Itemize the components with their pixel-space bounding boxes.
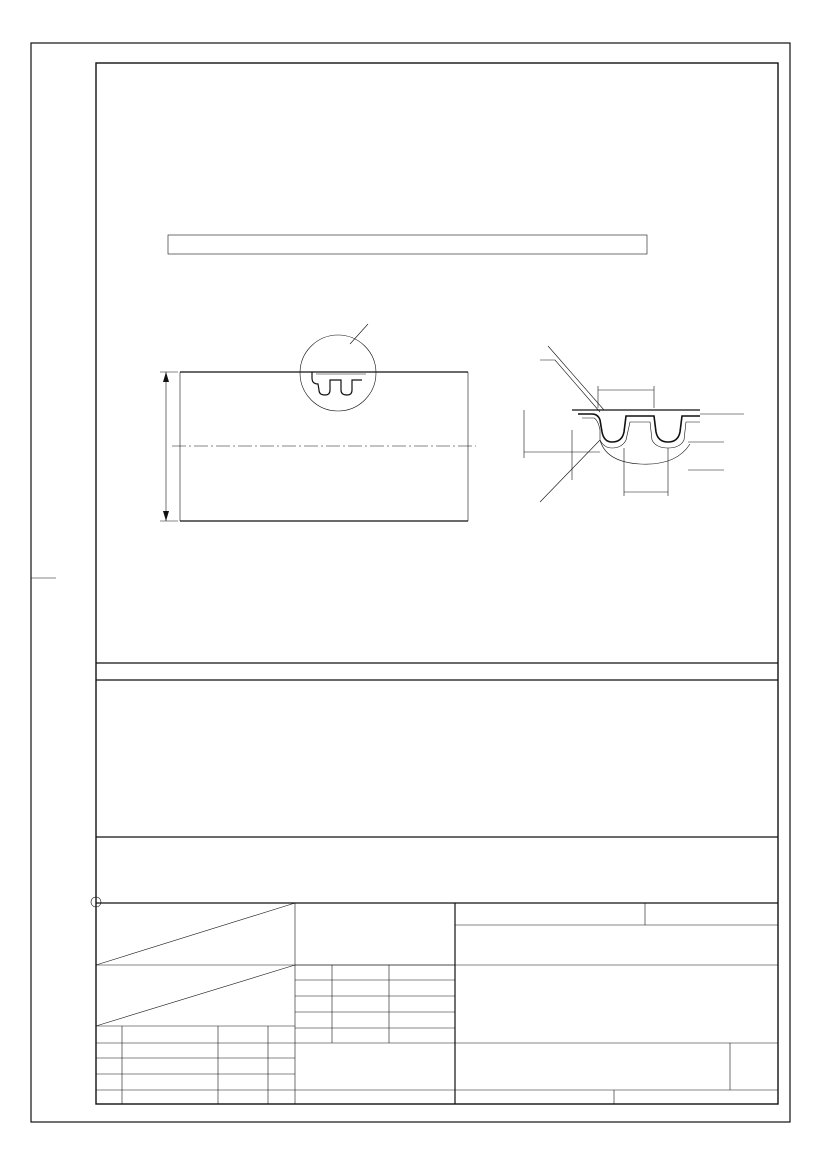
pipe-view xyxy=(160,324,476,521)
detail-view xyxy=(524,346,744,502)
inkjet-notes xyxy=(168,235,647,254)
print-text-box xyxy=(168,235,647,254)
dimension-table xyxy=(96,663,778,837)
inner-border xyxy=(96,63,778,1104)
title-block xyxy=(96,903,778,1104)
outer-border xyxy=(31,43,790,1122)
